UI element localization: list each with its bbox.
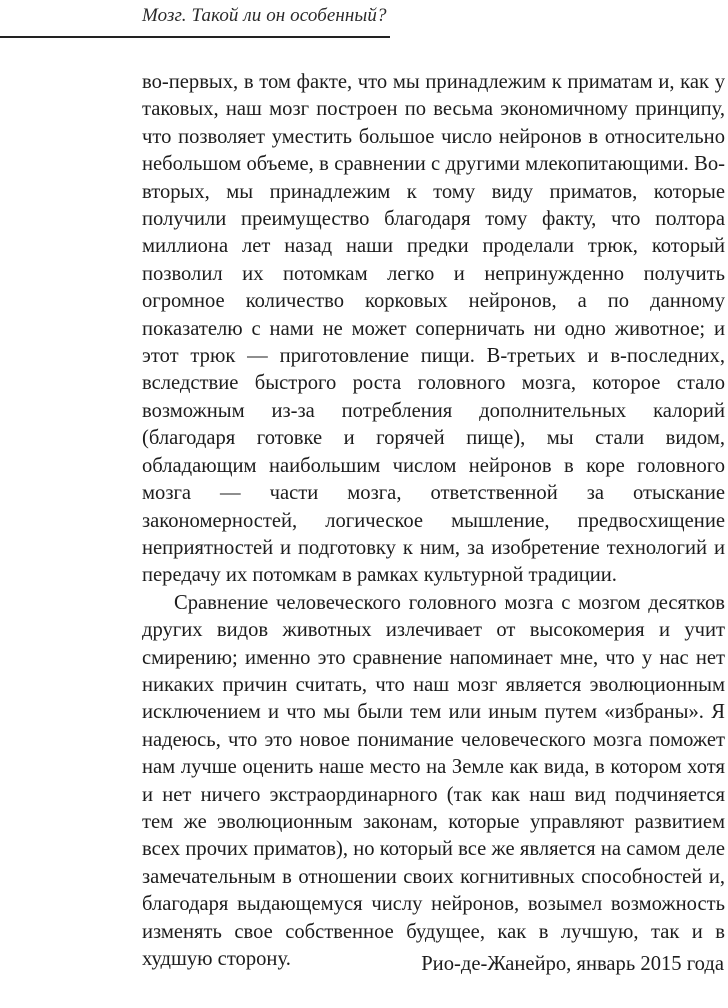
signature-place-date: Рио-де-Жанейро, январь 2015 года bbox=[421, 953, 724, 975]
header-rule bbox=[0, 36, 390, 38]
body-text bbox=[142, 69, 725, 973]
running-header: Мозг. Такой ли он особенный? bbox=[142, 5, 387, 26]
paragraph-2: Сравнение человеческого головного мозга с мозгом десятков других видов животных излечивает от высокомерия и учит смирению; именно это сравнение напоминает мне, что у нас нет никаких причин считать, что наш мозг является эволюционным исключением и что мы были тем или иным путем «избраны». Я надеюсь, что это новое понимание человеческого мозга поможет нам лучше оценить наше место на Земле как вида, в котором хотя и нет ничего экстраординарного (так как наш вид подчиняется тем же эволюционным законам, которые управляют развитием всех прочих приматов), но который все же является на самом деле замечательным в отношении своих когнитивных способностей и, благодаря выдающемуся числу нейронов, возымел возможность изменять свое собственное будущее, как в лучшую, так и в худшую сторону. bbox=[142, 591, 725, 970]
paragraph-1: во-первых, в том факте, что мы принадлежим к приматам и, как у таковых, наш мозг построен по весьма экономичному принципу, что позволяет уместить большое число нейронов в относительно небольшом объеме, в сравнении с другими млекопитающими. Во-вторых, мы принадлежим к тому виду приматов, которые получили преимущество благодаря тому факту, что полтора миллиона лет назад наши предки проделали трюк, который позволил их потомкам легко и непринужденно получить огромное количество корковых нейронов, а по данному показателю с нами не может соперничать ни одно животное; и этот трюк — приготовление пищи. В-третьих и в-последних, вследствие быстрого роста головного мозга, которое стало возможным из-за потребления дополнительных калорий (благодаря готовке и горячей пище), мы стали видом, обладающим наибольшим числом нейронов в коре головного мозга — части мозга, ответственной за отыскание закономерностей, логическое мышление, предвосхищение неприятностей и подготовку к ним, за изобретение технологий и передачу их потомкам в рамках культурной традиции. bbox=[142, 71, 725, 587]
